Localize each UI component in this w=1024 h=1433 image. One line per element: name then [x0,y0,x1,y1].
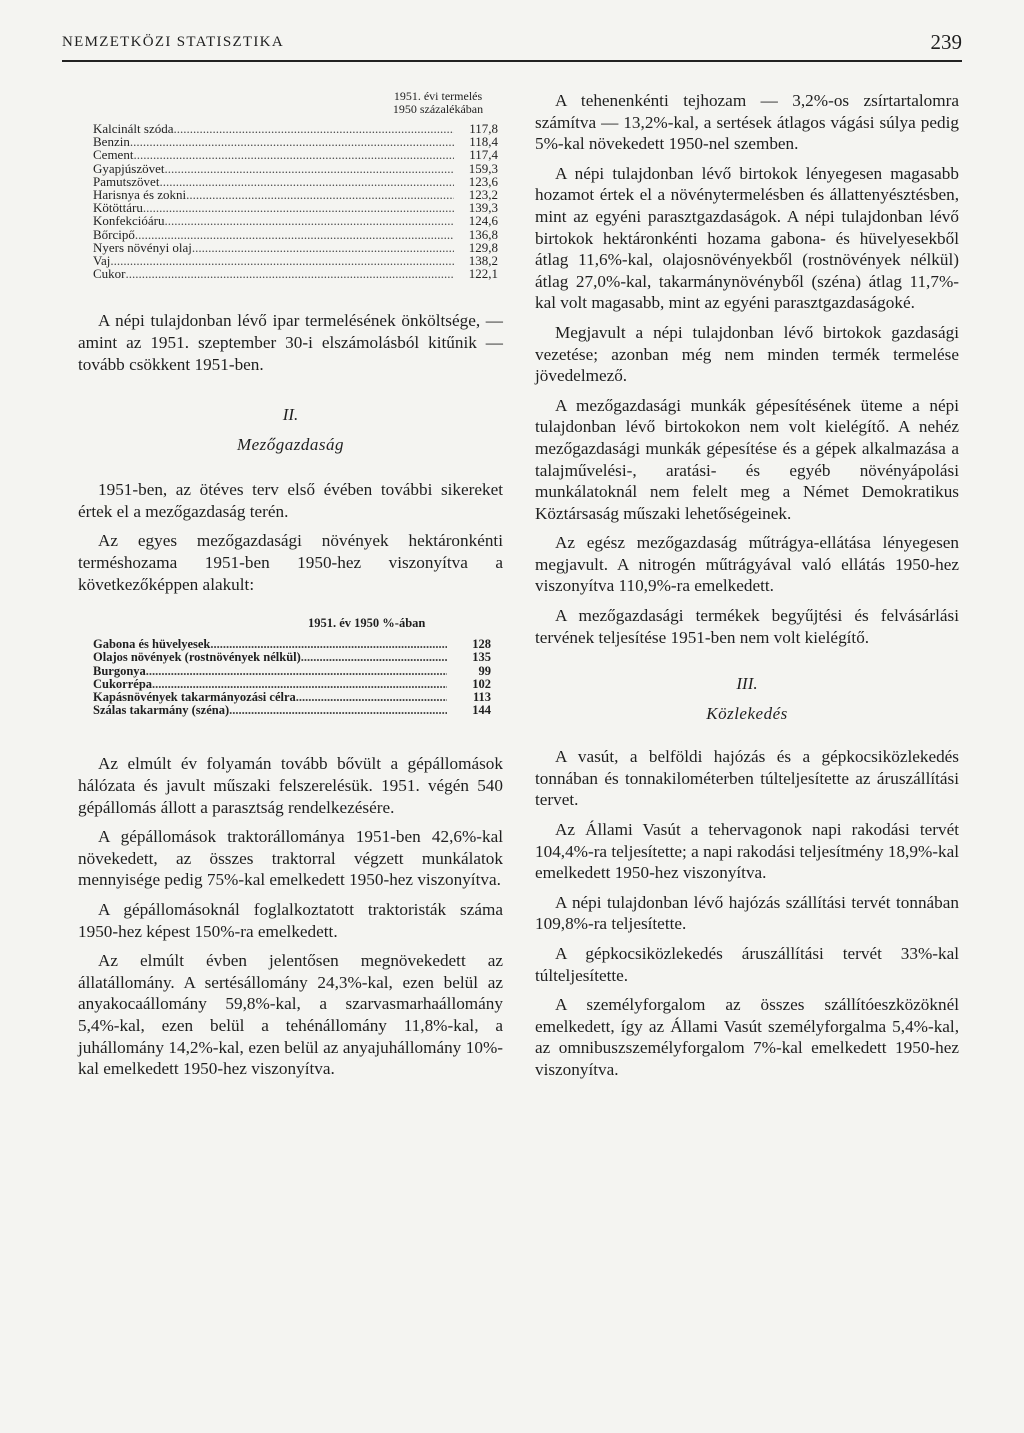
left-column [78,90,503,1080]
table-row [93,162,498,175]
right-column [535,90,959,1081]
table-row [93,214,498,227]
dot-leader [301,651,447,664]
paragraph: Az Állami Vasút a tehervagonok napi rakodási tervét 104,4%-ra teljesítette; a napi rakodási teljesítmény 18,9%-kal emelkedett 1950-hez viszonyítva. [535,820,959,883]
dot-leader [110,254,454,267]
paragraph: A mezőgazdasági munkák gépesítésének üteme a népi tulajdonban lévő birtokokon nem volt kielégítő. A nehéz mezőgazdasági munkák gépesítése és a gépek alkalmazása a talajművelési-, aratási- és egyéb növényápolási munkálatoknál nem felelt meg a Német Demokratikus Köztársaság műszaki lehetőségeinek. [535,395,959,523]
row-value: 113 [472,690,491,704]
dot-leader [143,201,454,214]
row-label: Pamutszövet [93,173,160,189]
paragraph: A gépkocsiközlekedés áruszállítási tervét 33%-kal túlteljesítette. [535,944,959,985]
row-value: 99 [478,663,491,678]
row-label: Nyers növényi olaj [93,239,192,255]
paragraph: A személyforgalom az összes szállítóeszközöknél emelkedett, így az Állami Vasút személyforgalma 5,4%-kal, az omnibuszszemélyforgalom 7%-kal emelkedett 1950-hez viszonyítva. [535,995,959,1079]
row-label: Gyapjúszövet [93,160,165,176]
dot-leader [130,135,454,148]
row-label: Olajos növények (rostnövények nélkül) [93,650,301,665]
dot-leader [174,122,455,135]
dot-leader [192,241,454,254]
row-value: 135 [472,650,491,665]
crop-yield-table [93,617,491,717]
row-value: 122,1 [468,266,498,282]
right-text-block-a [535,90,959,648]
row-value: 118,4 [469,134,498,150]
table1-column-header [368,90,508,116]
running-head: NEMZETKÖZI STATISZTIKA [62,34,284,50]
row-value: 138,2 [468,253,498,269]
header-rule [62,60,962,62]
row-value: 123,2 [468,187,498,203]
table-row [93,228,498,241]
paragraph: A népi tulajdonban lévő hajózás szállítási tervét tonnában 109,8%-ra teljesítette. [535,892,959,934]
paragraph: A népi tulajdonban lévő ipar termelésének önköltsége, — amint az 1951. szeptember 30-i elszámolásból kitűnik — tovább csökkent 1951-ben. [78,311,503,374]
page-number: 239 [930,30,962,54]
table1-rows [93,122,498,280]
dot-leader [186,188,454,201]
left-text-block-c [78,753,503,1079]
left-text-block-a [78,310,503,375]
row-value: 124,6 [468,213,498,229]
table-row [93,122,498,135]
dot-leader [126,267,455,280]
table-row [93,135,498,148]
table-row [93,267,498,280]
table-row [93,241,498,254]
row-label: Cukorrépa [93,676,153,691]
paragraph: A vasút, a belföldi hajózás és a gépkocsiközlekedés tonnában és tonnakilométerben túlteljesítette az áruszállítási tervet. [535,747,959,810]
section-number-2: II. [282,405,299,425]
row-label: Kalcinált szóda [93,121,174,136]
paragraph: Az egész mezőgazdaság műtrágya-ellátása lényegesen megjavult. A nitrogén műtrágyával való ellátás 1950-hez viszonyítva 110,9%-ra emelkedett. [535,533,959,596]
left-text-block-b [78,479,503,595]
row-value: 128 [472,637,491,652]
row-value: 117,4 [469,147,498,163]
dot-leader [229,704,447,717]
paragraph: 1951-ben, az ötéves terv első évében további sikereket értek el a mezőgazdaság terén. [78,480,503,521]
table-row [93,188,498,201]
row-value: 159,3 [468,160,498,176]
row-label: Burgonya [93,663,146,678]
dot-leader [133,148,454,161]
paragraph: Az egyes mezőgazdasági növények hektáronkénti terméshozama 1951-ben 1950-hez viszonyítva a következőképpen alakult: [78,531,503,594]
dot-leader [159,175,454,188]
dot-leader [135,228,454,241]
paragraph: A tehenenkénti tejhozam — 3,2%-os zsírtartalomra számítva — 13,2%-kal, a sertések átlagos vágási súlya pedig 5%-kal növekedett 1950-nel szemben. [535,91,959,154]
row-label: Konfekcióáru [93,213,165,229]
row-value: 144 [472,703,491,718]
row-value: 129,8 [468,239,498,255]
right-text-block-b [535,746,959,1080]
row-label: Harisnya és zokni [93,187,187,203]
table2-column-header: 1951. év 1950 %-ában [308,616,426,631]
row-value: 136,8 [468,226,498,242]
table-row [93,704,491,717]
row-label: Szálas takarmány (széna) [93,703,230,718]
row-label: Gabona és hüvelyesek [93,637,211,652]
page-header [62,26,962,56]
industry-production-table [93,90,498,280]
row-value: 139,3 [468,200,498,216]
table-row [93,148,498,161]
paragraph: Az elmúlt év folyamán tovább bővült a gépállomások hálózata és javult műszaki felszerelésük. 1951. végén 540 gépállomás állott a parasztság rendelkezésére. [78,754,503,817]
row-label: Kötöttáru [93,200,143,216]
section-number-3: III. [736,674,758,694]
row-label: Vaj [93,253,111,269]
paragraph: A gépállomásoknál foglalkoztatott traktoristák száma 1950-hez képest 150%-ra emelkedett. [78,899,503,941]
section-title-2: Mezőgazdaság [236,435,345,455]
section-title-3: Közlekedés [706,704,788,724]
table1-column-header-line2: 1950 százalékában [392,102,484,116]
row-value: 117,8 [469,121,498,136]
row-label: Bőrcipő [93,226,135,242]
dot-leader [164,162,454,175]
row-label: Cement [93,147,134,163]
table-row [93,665,491,678]
row-value: 102 [472,676,491,691]
dot-leader [164,214,454,227]
dot-leader [296,691,447,704]
table2-rows [93,638,491,717]
table1-column-header-line1: 1951. évi termelés [393,89,483,103]
paragraph: Az elmúlt évben jelentősen megnövekedett az állatállomány. A sertésállomány 24,3%-kal, ezen belül az anyakocaállomány 59,8%-kal, a szarvasmarhaállomány 5,4%-kal, ezen belül a tehénállomány 11,8%-kal, a juhállomány 14,2%-kal, ezen belül az anyajuhállomány 10%-kal emelkedett 1950-hez viszonyítva. [78,951,503,1079]
dot-leader [146,665,447,678]
table-row [93,651,491,664]
row-label: Benzin [93,134,130,150]
paragraph: A gépállomások traktorállománya 1951-ben 42,6%-kal növekedett, az összes traktorral végzett munkálatok mennyisége pedig 75%-kal emelkedett 1950-hez viszonyítva. [78,827,503,890]
paragraph: A mezőgazdasági termékek begyűjtési és felvásárlási tervének teljesítése 1951-ben nem volt kielégítő. [535,606,959,647]
paragraph: A népi tulajdonban lévő birtokok lényegesen magasabb hozamot értek el a növénytermelésben és állattenyésztésben, mint az egyéni parasztgazdaságok. A népi tulajdonban lévő birtokok hektáronkénti hozama gabona- és hüvelyesekből átlag 11,6%-kal, olajosnövényekből (rostnövények nélkül) átlag 27,0%-kal, takarmánynövényből (széna) átlag 11,7%-kal volt magasabb, mint az egyéni parasztgazdaságoké. [535,163,959,313]
row-value: 123,6 [468,173,498,189]
table-row [93,254,498,267]
paragraph: Megjavult a népi tulajdonban lévő birtokok gazdasági vezetése; azonban még nem minden termék termelése jövedelmező. [535,322,959,386]
row-label: Cukor [93,266,126,282]
row-label: Kapásnövények takarmányozási célra [93,690,296,704]
